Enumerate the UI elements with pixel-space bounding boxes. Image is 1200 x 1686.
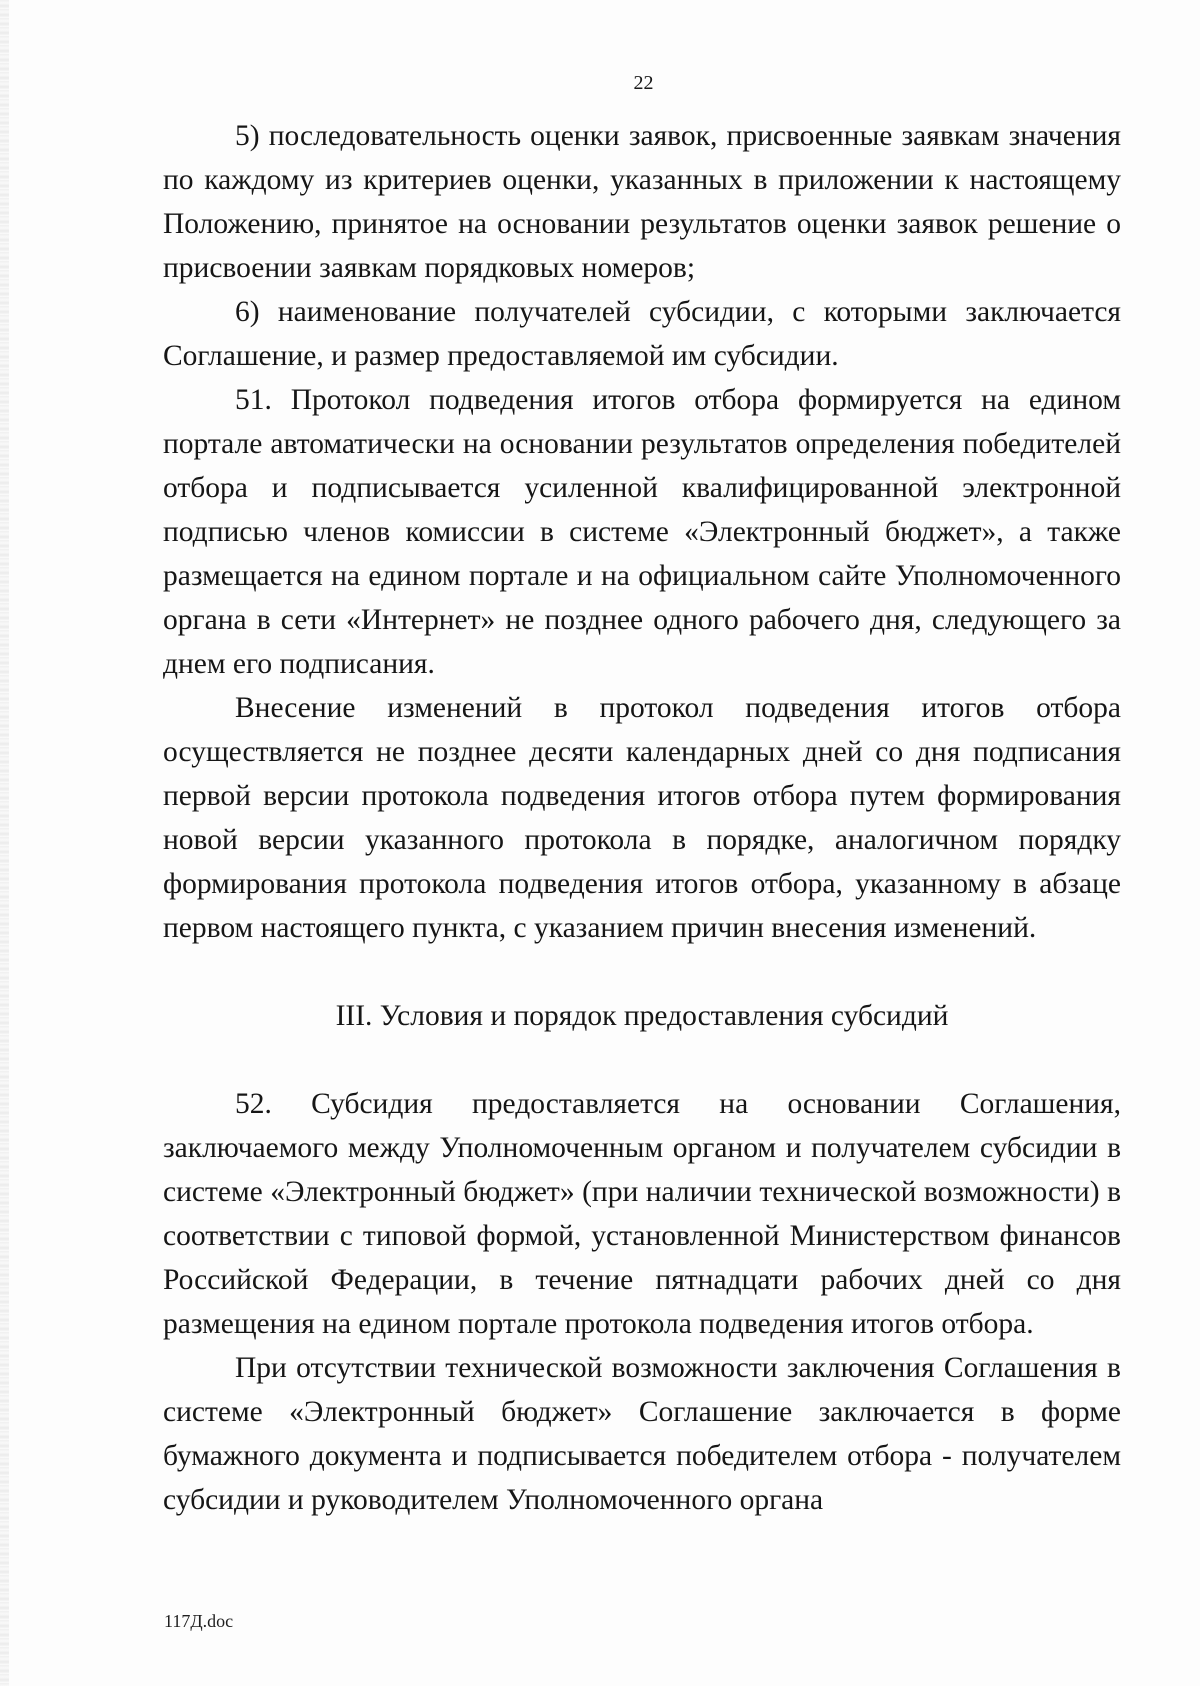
- paragraph-clause-51: 51. Протокол подведения итогов отбора формируется на едином портале автоматически на основании результатов определения победителей отбора и подписывается усиленной квалифицированной электронной подписью членов комиссии в системе «Электронный бюджет», а также размещается на едином портале и на официальном сайте Уполномоченного органа в сети «Интернет» не позднее одного рабочего дня, следующего за днем его подписания.: [163, 384, 1121, 680]
- document-body: [163, 114, 1121, 1522]
- paragraph-amendments: Внесение изменений в протокол подведения итогов отбора осуществляется не позднее десяти календарных дней со дня подписания первой версии протокола подведения итогов отбора путем формирования новой версии указанного протокола в порядке, аналогичном порядку формирования протокола подведения итогов отбора, указанному в абзаце первом настоящего пункта, с указанием причин внесения изменений.: [163, 692, 1121, 944]
- paragraph-item-5: 5) последовательность оценки заявок, присвоенные заявкам значения по каждому из критериев оценки, указанных в приложении к настоящему Положению, принятое на основании результатов оценки заявок решение о присвоении заявкам порядковых номеров;: [163, 120, 1121, 284]
- paragraph-item-6: 6) наименование получателей субсидии, с которыми заключается Соглашение, и размер предоставляемой им субсидии.: [163, 296, 1121, 372]
- paragraph-clause-52: 52. Субсидия предоставляется на основании Соглашения, заключаемого между Уполномоченным органом и получателем субсидии в системе «Электронный бюджет» (при наличии технической возможности) в соответствии с типовой формой, установленной Министерством финансов Российской Федерации, в течение пятнадцати рабочих дней со дня размещения на едином портале протокола подведения итогов отбора.: [163, 1088, 1121, 1340]
- footer-filename: 117Д.doc: [164, 1611, 234, 1631]
- scan-edge: [0, 0, 9, 1686]
- paragraph-paper-agreement: При отсутствии технической возможности заключения Соглашения в системе «Электронный бюджет» Соглашение заключается в форме бумажного документа и подписывается победителем отбора - получателем субсидии и руководителем Уполномоченного органа: [163, 1352, 1121, 1516]
- section-title: III. Условия и порядок предоставления субсидий: [335, 1000, 949, 1032]
- page-number: 22: [633, 72, 654, 94]
